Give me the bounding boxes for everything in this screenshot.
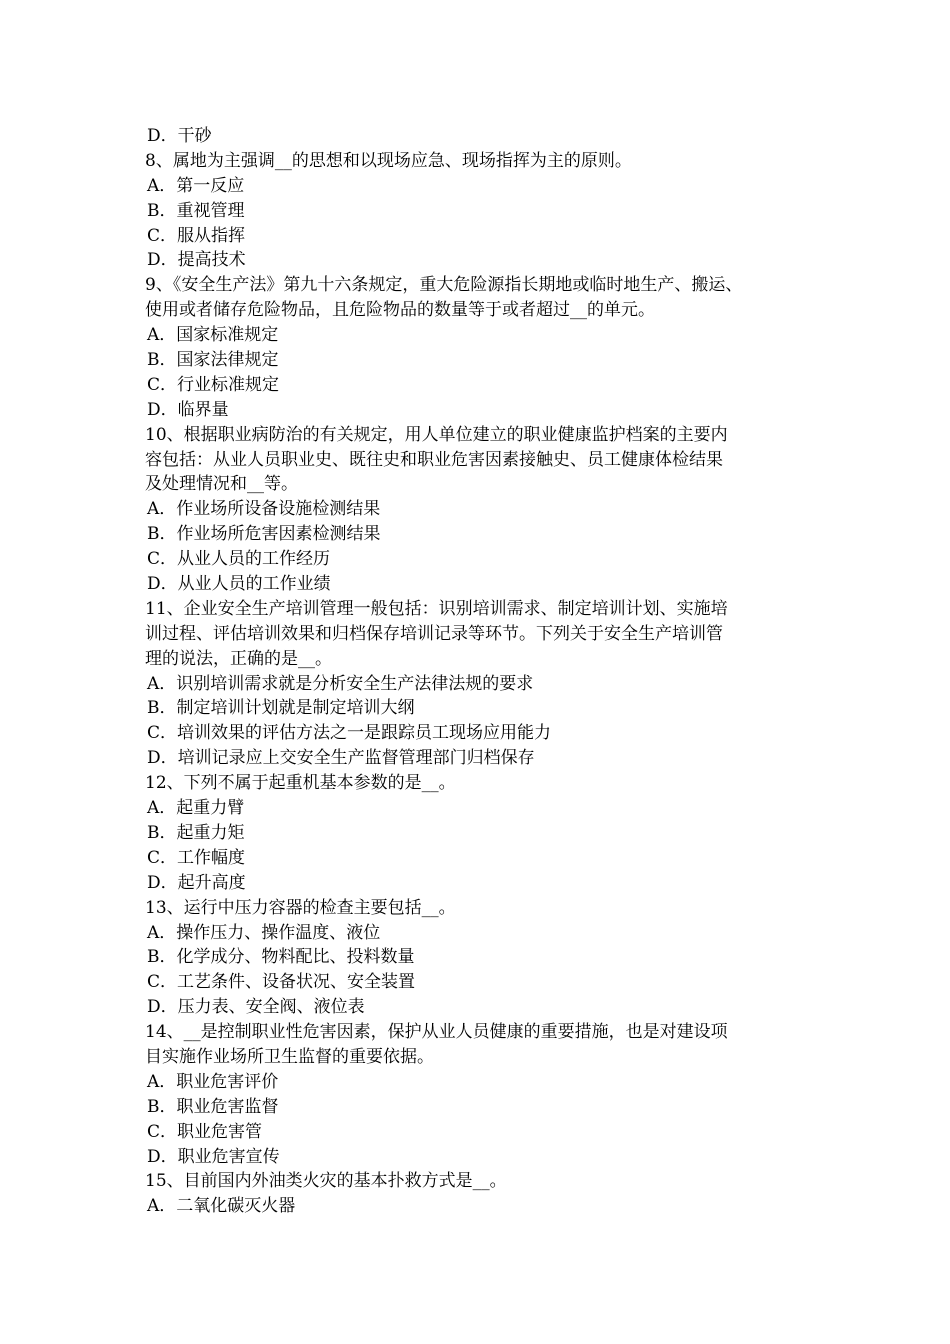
option-line: D．压力表、安全阀、液位表	[147, 997, 365, 1018]
option-line: C．工作幅度	[147, 847, 246, 868]
option-line: A．起重力臂	[147, 798, 245, 819]
option-line: A．二氧化碳灭火器	[147, 1196, 296, 1217]
question-line: 8、属地为主强调__的思想和以现场应急、现场指挥为主的原则。	[145, 150, 632, 171]
question-line: 训过程、评估培训效果和归档保存培训记录等环节。下列关于安全生产培训管	[145, 623, 723, 644]
option-line: B．职业危害监督	[147, 1096, 279, 1117]
option-line: B．作业场所危害因素检测结果	[147, 524, 381, 545]
option-line: D．临界量	[147, 399, 229, 420]
option-line: B．国家法律规定	[147, 350, 279, 371]
question-line: 及处理情况和__等。	[145, 474, 298, 495]
option-line: B．制定培训计划就是制定培训大纲	[147, 698, 415, 719]
option-line: C．从业人员的工作经历	[147, 549, 331, 570]
option-line: D．从业人员的工作业绩	[147, 574, 331, 595]
option-line: C．工艺条件、设备状况、安全装置	[147, 972, 416, 993]
option-line: D．提高技术	[147, 250, 246, 271]
option-line: A．操作压力、操作温度、液位	[147, 922, 381, 943]
option-line: D．培训记录应上交安全生产监督管理部门归档保存	[147, 748, 535, 769]
option-line: C．服从指挥	[147, 225, 246, 246]
option-line: A．作业场所设备设施检测结果	[147, 499, 381, 520]
question-line: 15、目前国内外油类火灾的基本扑救方式是__。	[145, 1171, 507, 1192]
question-line: 12、下列不属于起重机基本参数的是__。	[145, 773, 456, 794]
question-line: 容包括：从业人员职业史、既往史和职业危害因素接触史、员工健康体检结果	[145, 449, 723, 470]
option-line: A．国家标准规定	[147, 325, 279, 346]
option-line: B．重视管理	[147, 200, 245, 221]
question-line: 9、《安全生产法》第九十六条规定，重大危险源指长期地或临时地生产、搬运、	[145, 275, 743, 296]
option-line: B．化学成分、物料配比、投料数量	[147, 947, 415, 968]
question-line: 理的说法，正确的是__。	[145, 648, 332, 669]
question-line: 13、运行中压力容器的检查主要包括__。	[145, 897, 456, 918]
question-line: 目实施作业场所卫生监督的重要依据。	[145, 1046, 434, 1067]
option-line: A．识别培训需求就是分析安全生产法律法规的要求	[147, 673, 534, 694]
option-line: C．培训效果的评估方法之一是跟踪员工现场应用能力	[147, 723, 552, 744]
option-line: D．起升高度	[147, 872, 246, 893]
question-line: 使用或者储存危险物品，且危险物品的数量等于或者超过__的单元。	[145, 300, 655, 321]
option-line: A．职业危害评价	[147, 1071, 279, 1092]
question-line: 14、__是控制职业性危害因素，保护从业人员健康的重要措施，也是对建设项	[145, 1022, 728, 1043]
option-line: C．职业危害管	[147, 1121, 263, 1142]
question-line: 10、根据职业病防治的有关规定，用人单位建立的职业健康监护档案的主要内	[145, 424, 728, 445]
document-body	[145, 124, 825, 1219]
option-line: D．干砂	[147, 126, 212, 146]
question-line: 11、企业安全生产培训管理一般包括：识别培训需求、制定培训计划、实施培	[145, 598, 728, 619]
option-line: A．第一反应	[147, 175, 245, 196]
option-line: D．职业危害宣传	[147, 1146, 280, 1167]
option-line: B．起重力矩	[147, 822, 245, 843]
option-line: C．行业标准规定	[147, 374, 280, 395]
